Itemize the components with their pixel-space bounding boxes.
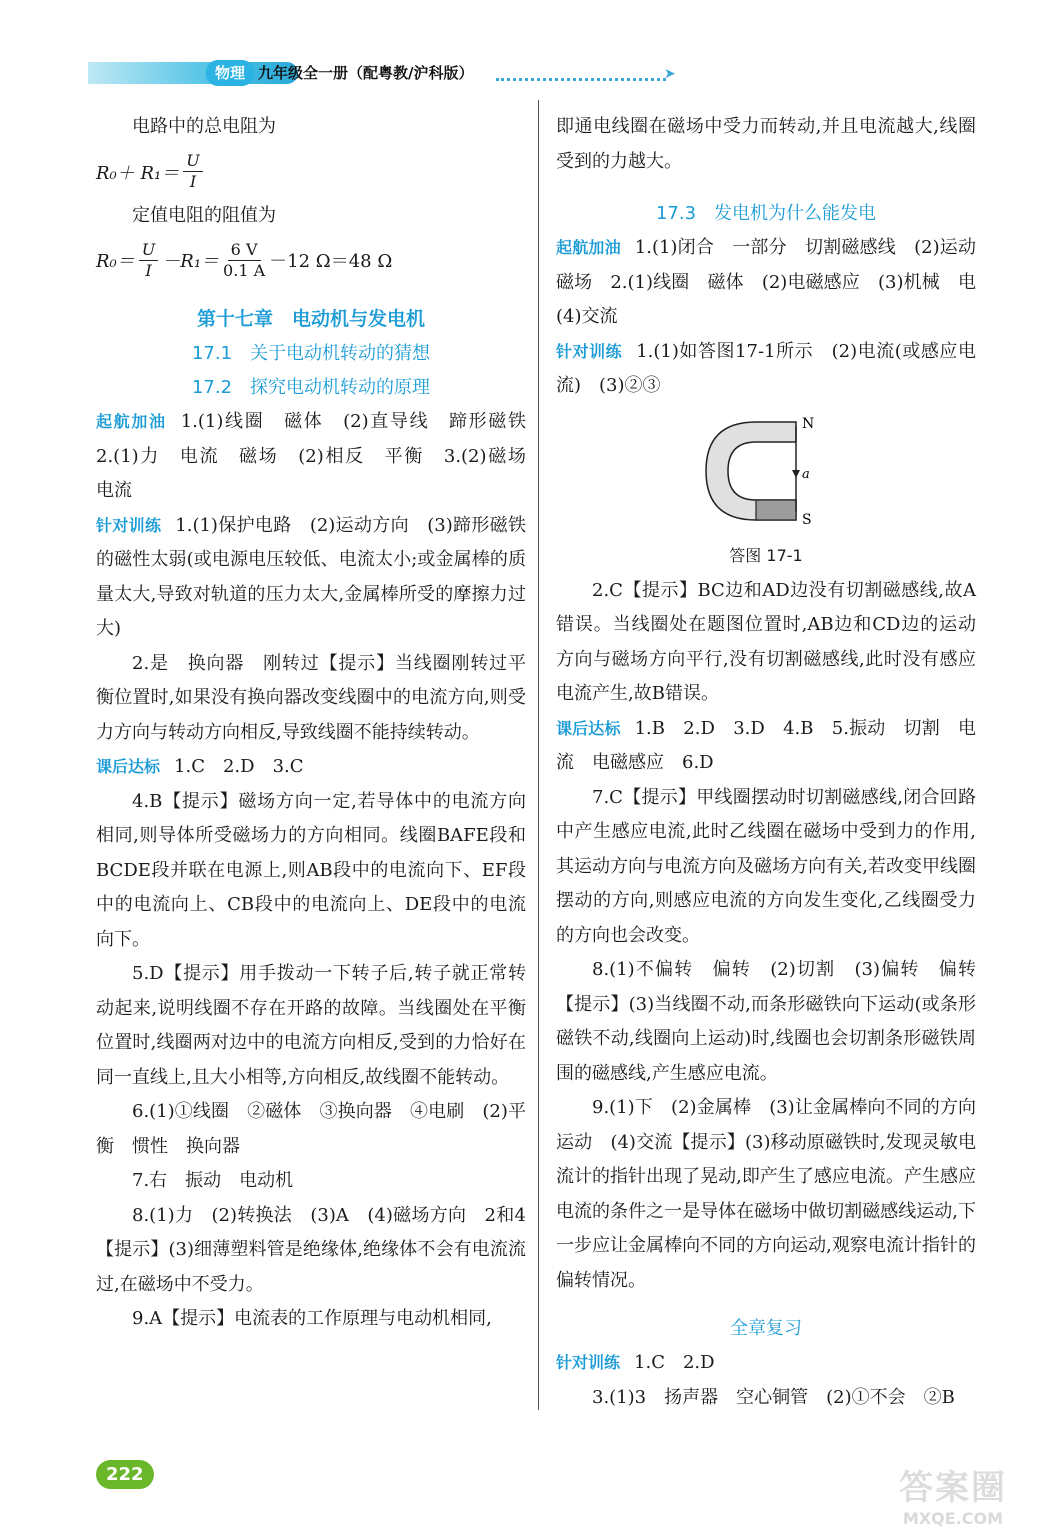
subject-badge: 物理 (206, 60, 254, 86)
equation-total-resistance: R₀＋ R₁＝ $\frac{U}{I}$ (96, 145, 526, 199)
label-zhendui: 针对训练 (556, 1353, 621, 1372)
chapter-title: 第十七章 电动机与发电机 (196, 308, 425, 330)
intro-line: 电路中的总电阻为 (132, 116, 276, 137)
answer-item: 9.(1)下 (2)金属棒 (3)让金属棒向不同的方向运动 (4)交流【提示】(3)移动原磁铁时,发现灵敏电流计的指针出现了晃动,即产生了感应电流。产生感应电流的条件之一是导体在磁场中做切割磁感线运动,下一步应让金属棒向不同的方向运动,观察电流计指针的偏转情况。 (556, 1097, 976, 1291)
label-s: S (802, 511, 812, 528)
answer-item: 3.(1)3 扬声器 空心铜管 (2)①不会 ②B (592, 1386, 955, 1408)
label-a: a (802, 466, 810, 482)
answer-item: 6.(1)①线圈 ②磁体 ③换向器 ④电刷 (2)平衡 惯性 换向器 (96, 1101, 526, 1157)
label-kehou: 课后达标 (556, 718, 621, 738)
label-zhendui: 针对训练 (556, 341, 623, 361)
section-title: 17.3 发电机为什么能发电 (655, 203, 877, 224)
column-divider (538, 100, 539, 1410)
arrow-right-icon: ➤ (664, 66, 676, 82)
answer-block: 起航加油 1.(1)线圈 磁体 (2)直导线 蹄形磁铁 2.(1)力 电流 磁场 (2)相反 平衡 3.(2)磁场 电流 (96, 411, 544, 501)
header-dotted-line (496, 64, 666, 81)
book-title: 九年级全一册（配粤教/沪科版） (258, 64, 474, 82)
page-number: 222 (96, 1460, 154, 1489)
answer-block: 课后达标 1.B 2.D 3.D 4.B 5.振动 切割 电流 电磁感应 6.D (556, 717, 976, 773)
answer-item: 2.C【提示】BC边和AD边没有切割磁感线,故A错误。当线圈处在题图位置时,AB边和CD边的运动方向与磁场方向平行,没有切割磁感线,此时没有感应电流产生,故B错误。 (556, 579, 976, 704)
left-column (96, 110, 544, 1337)
answer-item: 7.右 振动 电动机 (132, 1170, 294, 1191)
label-qihang: 起航加油 (556, 238, 621, 257)
label-n: N (802, 415, 815, 432)
figure-caption: 答图 17-1 (729, 545, 803, 565)
answer-continuation: 即通电线圈在磁场中受力而转动,并且电流越大,线圈受到的力越大。 (556, 116, 976, 172)
answer-item: 8.(1)不偏转 偏转 (2)切割 (3)偏转 偏转【提示】(3)当线圈不动,而条形磁铁向下运动(或条形磁铁不动,线圈向上运动)时,线圈也会切割条形磁铁周围的磁感线,产生感应电流。 (556, 959, 976, 1084)
answer-item: 7.C【提示】甲线圈摆动时切割磁感线,闭合回路中产生感应电流,此时乙线圈在磁场中受到力的作用,其运动方向与电流方向及磁场方向有关,若改变甲线圈摆动的方向,则感应电流的方向发生变化,乙线圈受力的方向也会改变。 (556, 786, 976, 946)
horseshoe-magnet-diagram (556, 404, 976, 539)
answer-item: 9.A【提示】电流表的工作原理与电动机相同, (132, 1308, 492, 1329)
section-title: 17.1 关于电动机转动的猜想 (191, 343, 431, 364)
answer-item: 5.D【提示】用手拨动一下转子后,转子就正常转动起来,说明线圈不存在开路的故障。当线圈处在平衡位置时,线圈两对边中的电流方向相反,受到的力恰好在同一直线上,且大小相等,方向相反,故线圈不能转动。 (96, 963, 526, 1088)
magnet-pole-s (756, 500, 796, 520)
intro-line: 定值电阻的阻值为 (132, 204, 276, 226)
page-header (88, 56, 688, 86)
section-title: 全章复习 (730, 1318, 802, 1339)
answer-block: 课后达标 1.C 2.D 3.C (96, 756, 304, 777)
answer-item: 8.(1)力 (2)转换法 (3)A (4)磁场方向 2和4【提示】(3)细薄塑料管是绝缘体,绝缘体不会有电流流过,在磁场中不受力。 (96, 1204, 526, 1295)
label-zhendui: 针对训练 (96, 515, 162, 535)
label-kehou: 课后达标 (96, 757, 161, 776)
answer-block: 针对训练 1.(1)如答图17-1所示 (2)电流(或感应电流) (3)②③ (556, 340, 976, 396)
answer-item: 2.是 换向器 刚转过【提示】当线圈刚转过平衡位置时,如果没有换向器改变线圈中的电流方向,则受力方向与转动方向相反,导致线圈不能持续转动。 (96, 652, 526, 743)
watermark-logo: 答案圈 MXQE.COM (899, 1468, 1007, 1528)
answer-block: 针对训练 1.(1)保护电路 (2)运动方向 (3)蹄形磁铁的磁性太弱(或电源电压较低、电流太小;或金属棒的质量太大,导致对轨道的压力太大,金属棒所受的摩擦力过大) (96, 514, 526, 639)
figure-17-1 (556, 404, 976, 574)
equation-fixed-resistance: R₀＝ $\frac{U}{I}$ －R₁＝ $\frac{6 V}{0.1 A}$ －12 Ω＝48 Ω (96, 239, 393, 280)
section-title: 17.2 探究电动机转动的原理 (191, 377, 431, 398)
arrow-down-icon (792, 470, 800, 478)
answer-item: 4.B【提示】磁场方向一定,若导体中的电流方向相同,则导体所受磁场力的方向相同。线圈BAFE段和BCDE段并联在电源上,则AB段中的电流向下、EF段中的电流向上、CB段中的电流向上、DE段中的电流向下。 (96, 790, 526, 950)
answer-block: 起航加油 1.(1)闭合 一部分 切割磁感线 (2)运动 磁场 2.(1)线圈 磁体 (2)电磁感应 (3)机械 电 (4)交流 (556, 237, 994, 327)
label-qihang: 起航加油 (96, 412, 167, 431)
answer-block: 针对训练 1.C 2.D (556, 1352, 715, 1373)
right-column (556, 110, 994, 1415)
